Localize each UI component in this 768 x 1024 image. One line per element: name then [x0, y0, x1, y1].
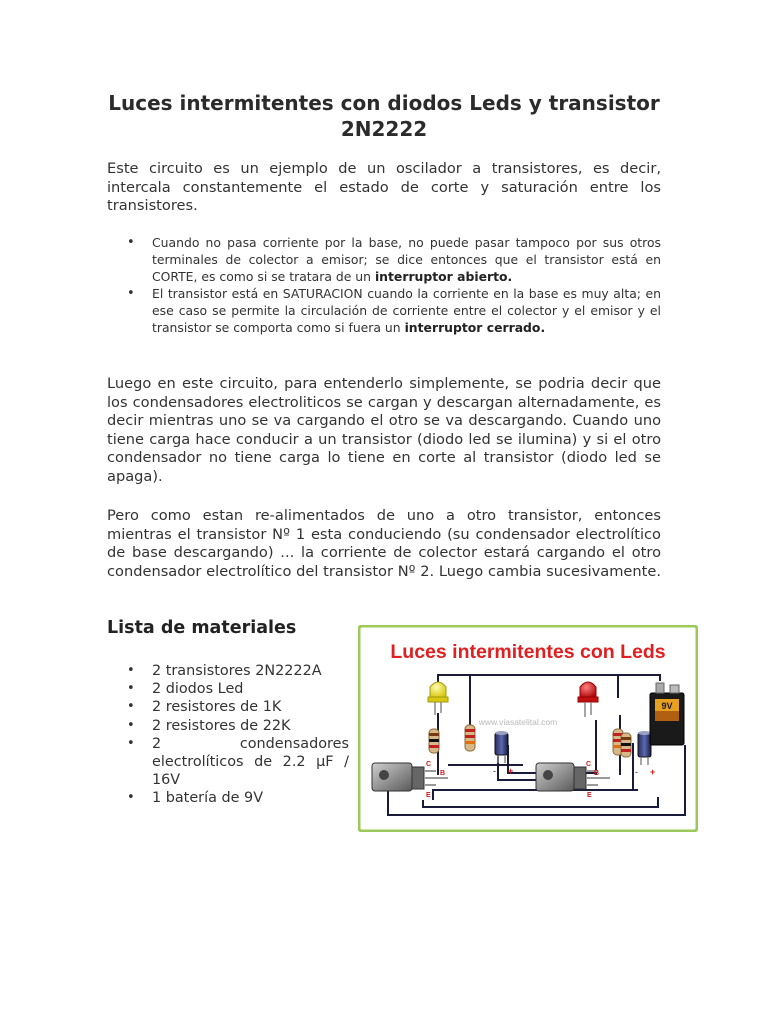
bullet-item-saturacion — [127, 285, 661, 336]
bullet-item-corte — [127, 234, 661, 285]
capacitor-left-plus: + — [508, 766, 514, 776]
resistor-left-1k — [429, 729, 439, 753]
pin-label-b: B — [440, 770, 446, 777]
intro-paragraph: Este circuito es un ejemplo de un oscilador a transistores, es decir, intercala constantemente el estado de corte y saturación entre los transistores. — [107, 160, 661, 214]
state-bullet-list — [127, 234, 661, 336]
pin-label-c: C — [586, 761, 592, 768]
pin-label-e: E — [426, 792, 431, 799]
material-item: • 2 resistores de 22K — [127, 717, 349, 735]
page-title: Luces intermitentes con diodos Leds y transistor 2N2222 — [108, 91, 660, 141]
bullet-bold-term: interruptor abierto. — [374, 269, 513, 284]
material-item: • 2 resistores de 1K — [127, 698, 349, 716]
bullet-bold-term: interruptor cerrado. — [404, 320, 546, 335]
bullet-text: Cuando no pasa corriente por la base, no puede pasar tampoco por sus otros terminales de colector a emisor; se dice entonces que el transistor está en CORTE, es como si se tratara de un — [152, 235, 661, 284]
figure-watermark: www.viasatelital.com — [478, 717, 558, 727]
material-item: • 2 transistores 2N2222A — [127, 662, 349, 680]
capacitor-right-minus: - — [635, 767, 638, 777]
materials-heading: Lista de materiales — [107, 618, 297, 638]
circuit-figure — [358, 625, 698, 832]
pin-label-b: B — [594, 770, 600, 777]
pin-label-c: C — [426, 761, 432, 768]
resistor-right-1k — [621, 733, 631, 757]
materials-list — [127, 662, 349, 808]
material-item: • 2 diodos Led — [127, 680, 349, 698]
capacitor-right-plus: + — [650, 767, 656, 777]
battery-label: 9V — [661, 701, 673, 711]
resistor-left-22k — [465, 725, 475, 751]
feedback-paragraph: Pero como estan re-alimentados de uno a otro transistor, entonces mientras el transistor Nº 1 esta conduciendo (su condensador electrolítico de base descargando) ... la corriente de colector estará cargando el otro condensador electrolítico del transistor Nº 2. Luego cambia sucesivamente. — [107, 507, 661, 580]
pin-label-e: E — [587, 792, 592, 799]
explanation-paragraph: Luego en este circuito, para entenderlo simplemente, se podria decir que los condensadores electroliticos se cargan y descargan alternadamente, es decir mientras uno se va cargando el otro se va descargando. Cuando uno tiene carga hace conducir a un transistor (diodo led se ilumina) y si el otro condensador no tiene carga lo tiene en corte al transistor (diodo led se apaga). — [107, 375, 661, 485]
capacitor-left-minus: - — [493, 766, 496, 776]
figure-title: Luces intermitentes con Leds — [390, 641, 666, 663]
bullet-text: El transistor está en SATURACION cuando la corriente en la base es muy alta; en ese caso se permite la circulación de corriente entre el colector y el emisor y el transistor se comporta como si fuera un — [152, 286, 661, 335]
circuit-illustration — [358, 625, 698, 832]
material-item: • 1 batería de 9V — [127, 789, 349, 807]
material-item: • 2 condensadores electrolíticos de 2.2 µF / 16V — [127, 735, 349, 790]
